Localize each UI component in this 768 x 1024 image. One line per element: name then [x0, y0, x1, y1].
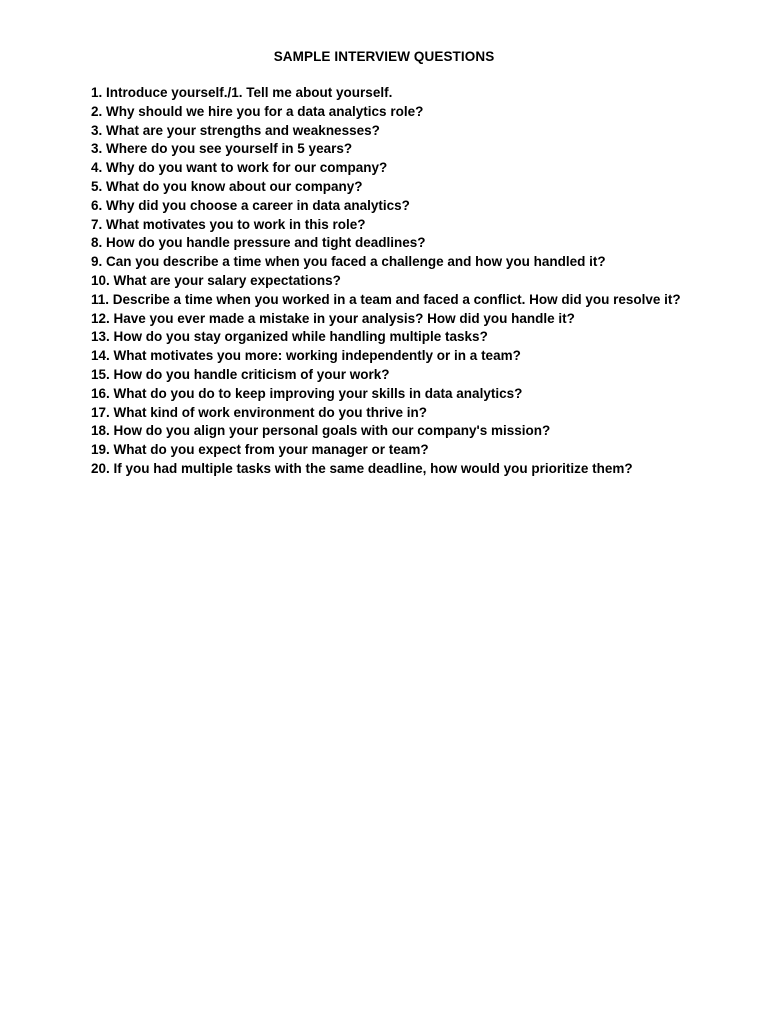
page-title: SAMPLE INTERVIEW QUESTIONS [273, 49, 495, 64]
list-item: 9. Can you describe a time when you faced a challenge and how you handled it? [91, 254, 606, 270]
list-item: 7. What motivates you to work in this role? [91, 216, 366, 232]
list-item: 8. How do you handle pressure and tight deadlines? [91, 235, 426, 251]
list-item: 18. How do you align your personal goals with our company's mission? [91, 423, 551, 439]
list-item: 13. How do you stay organized while handling multiple tasks? [91, 329, 488, 345]
list-item: 5. What do you know about our company? [91, 178, 363, 194]
list-item: 14. What motivates you more: working independently or in a team? [91, 348, 521, 364]
list-item: 20. If you had multiple tasks with the same deadline, how would you prioritize them? [91, 460, 633, 476]
list-item: 4. Why do you want to work for our company? [91, 160, 388, 176]
list-item: 11. Describe a time when you worked in a team and faced a conflict. How did you resolve it? [91, 291, 681, 307]
list-item: 3. Where do you see yourself in 5 years? [91, 141, 353, 157]
list-item: 19. What do you expect from your manager or team? [91, 442, 429, 458]
list-item: 2. Why should we hire you for a data analytics role? [91, 103, 424, 119]
list-item: 12. Have you ever made a mistake in your analysis? How did you handle it? [91, 310, 575, 326]
list-item: 15. How do you handle criticism of your work? [91, 366, 390, 382]
list-item: 10. What are your salary expectations? [91, 272, 341, 288]
list-item: 17. What kind of work environment do you thrive in? [91, 404, 428, 420]
list-item: 6. Why did you choose a career in data analytics? [91, 197, 410, 213]
list-item: 3. What are your strengths and weaknesses? [91, 122, 380, 138]
list-item: 16. What do you do to keep improving your skills in data analytics? [91, 385, 523, 401]
question-list [91, 84, 681, 479]
list-item: 1. Introduce yourself./1. Tell me about yourself. [91, 85, 393, 100]
